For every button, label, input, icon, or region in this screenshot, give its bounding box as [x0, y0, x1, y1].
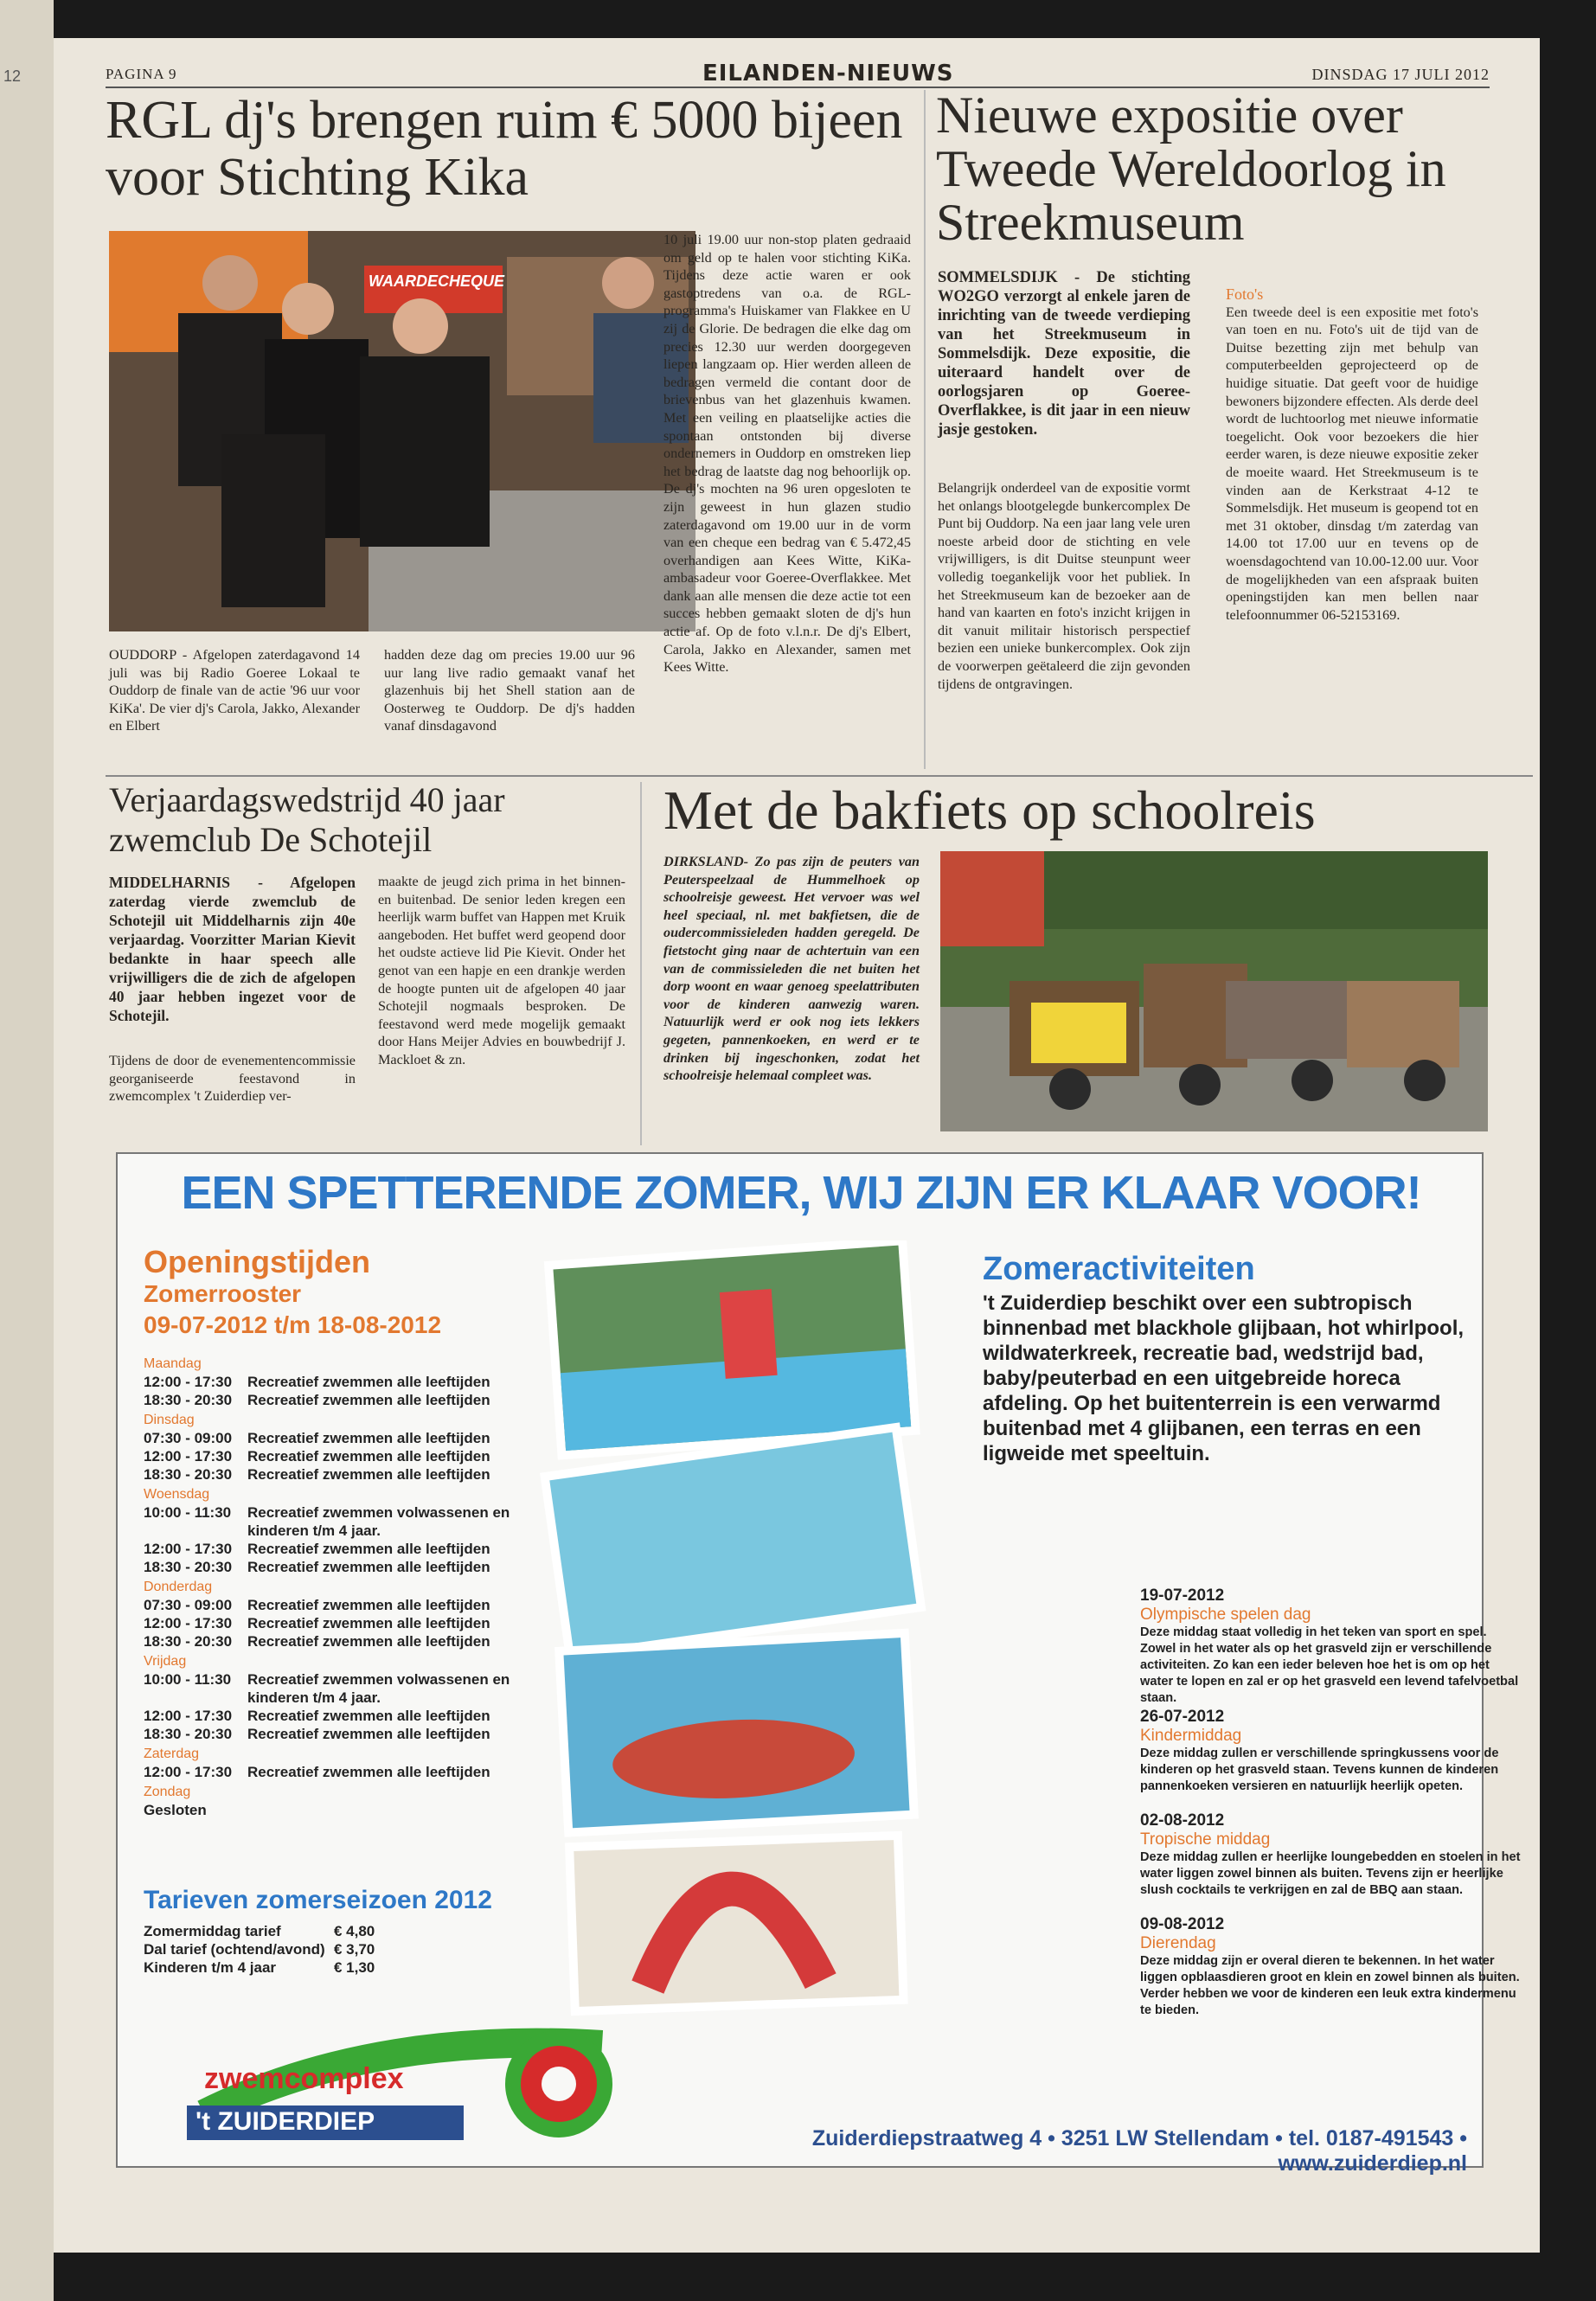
event-date: 26-07-2012: [1140, 1708, 1225, 1726]
issue-date: DINSDAG 17 JULI 2012: [1311, 66, 1490, 83]
event-title: Dierendag: [1140, 1934, 1216, 1952]
schedule-row: [144, 1503, 524, 1540]
cheque-sign-text: WAARDECHEQUE: [369, 272, 505, 290]
event-title: Kindermiddag: [1140, 1727, 1242, 1745]
schedule-row: [144, 1429, 524, 1447]
newspaper-page: [54, 38, 1540, 2253]
schedule-activity: Recreatief zwemmen alle leeftijden: [247, 1374, 490, 1390]
schedule-activity: Recreatief zwemmen alle leeftijden: [247, 1541, 490, 1557]
tariff-row: [144, 1958, 455, 1977]
opening-schedule: [144, 1353, 524, 1819]
hours-title: Openingstijden: [144, 1244, 371, 1279]
schedule-row: [144, 1596, 524, 1614]
schedule-activity: Recreatief zwemmen alle leeftijden: [247, 1448, 490, 1465]
schedule-time: 18:30 - 20:30: [144, 1633, 233, 1650]
kika-caption-left: OUDDORP - Afgelopen zaterdagavond 14 juli was bij Radio Goeree Lokaal te Ouddorp de finale van de actie '96 uur voor KiKa'. De vier dj's Carola, Jakko, Alexander en Elbert: [109, 647, 360, 734]
schedule-activity: Recreatief zwemmen alle leeftijden: [247, 1615, 490, 1631]
schedule-time: 12:00 - 17:30: [144, 1374, 233, 1390]
tariff-row: [144, 1922, 455, 1940]
schedule-row: [144, 1763, 524, 1781]
ad-banner: EEN SPETTERENDE ZOMER, WIJ ZIJN ER KLAAR VOOR!: [181, 1167, 1421, 1219]
tariffs-title: Tarieven zomerseizoen 2012: [144, 1886, 492, 1914]
schedule-time: 18:30 - 20:30: [144, 1466, 233, 1483]
event-date: 09-08-2012: [1140, 1915, 1225, 1933]
event-date: 19-07-2012: [1140, 1586, 1225, 1605]
zuiderdiep-logo: [152, 2019, 654, 2149]
event-text: Deze middag zullen er verschillende springkussens voor de kinderen op het grasveld staan. Tevens kunnen de kinderen pannenkoeken versieren en natuurlijk heerlijk opeten.: [1140, 1747, 1499, 1793]
schedule-activity: Recreatief zwemmen alle leeftijden: [247, 1726, 490, 1742]
schedule-time: 07:30 - 09:00: [144, 1597, 233, 1613]
expositie-lead: SOMMELSDIJK - De stichting WO2GO verzorgt al enkele jaren de inrichting van de tweede verdieping van het Streekmuseum in Sommelsdijk. Deze expositie, die uiteraard handelt over de oorlogsjaren op Goeree-Overflakkee, is dit jaar in een nieuw jasje gestoken.: [938, 269, 1190, 439]
column-divider: [924, 90, 926, 769]
schedule-row: [144, 1447, 524, 1465]
tariff-price: € 3,70: [334, 1941, 375, 1958]
event-title: Tropische middag: [1140, 1830, 1271, 1849]
kika-caption-mid: hadden deze dag om precies 19.00 uur 96 uur lang live radio gemaakt vanaf het glazenhuis bij het Shell station aan de Oosterweg te Ouddorp. De dj's hadden vanaf dinsdagavond: [384, 647, 635, 734]
schedule-day: Dinsdag: [144, 1413, 195, 1427]
hours-range: 09-07-2012 t/m 18-08-2012: [144, 1311, 442, 1338]
schedule-time: 07:30 - 09:00: [144, 1430, 233, 1446]
schedule-activity: Recreatief zwemmen alle leeftijden: [247, 1392, 490, 1408]
headline-expositie: Nieuwe expositie over Tweede Wereldoorlog in Streekmuseum: [936, 87, 1446, 251]
schedule-row: [144, 1801, 524, 1819]
adjacent-page-strip: [0, 0, 54, 2301]
schedule-day: Woensdag: [144, 1487, 210, 1502]
schedule-time: 12:00 - 17:30: [144, 1541, 233, 1557]
schedule-time: 12:00 - 17:30: [144, 1708, 233, 1724]
schedule-row: [144, 1725, 524, 1743]
kika-body: 10 juli 19.00 uur non-stop platen gedraaid om geld op te halen voor stichting KiKa. Tijdens deze actie waren er ook gastoptredens van o.a. de RGL-programma's Huiskamer van Flakkee en U zij de Glorie. De bedragen die elke dag om precies 12.30 uur werden doorgegeven liepen langzaam op. Hier werden alleen de bedragen vermeld die contant door de brievenbus van het glazenhuis kwamen. Met een veiling en plaatselijke acties die spontaan ontstonden bij diverse ondernemers in Ouddorp en omstreken liep het bedrag de laatste dag nog behoorlijk op. De dj's mochten na 96 uren opgesloten te zijn geweest in hun glazen studio zaterdagavond om 19.00 uur in de vorm van een cheque een bedrag van € 5.472,45 overhandigen aan Kees Witte, KiKa-ambasadeur voor Goeree-Overflakkee. Met dank aan alle mensen die deze actie tot een succes hebben gemaakt sloten de dj's hun actie af. Op de foto v.l.n.r. De dj's Elbert, Carola, Jakko en Alexander, samen met Kees Witte.: [663, 232, 911, 676]
headline-schotejil: Verjaardagswedstrijd 40 jaar zwemclub De Schotejil: [109, 780, 505, 859]
event-item: [1140, 1708, 1521, 1795]
schedule-activity: Recreatief zwemmen volwassenen en kinderen t/m 4 jaar.: [247, 1671, 510, 1706]
ad-footer-address: Zuiderdiepstraatweg 4 • 3251 LW Stellendam • tel. 0187-491543 • www.zuiderdiep.nl: [811, 2126, 1467, 2176]
schedule-row: [144, 1632, 524, 1650]
activities-text: 't Zuiderdiep beschikt over een subtropisch binnenbad met blackhole glijbaan, hot whirlpool, wildwaterkreek, recreatie bad, wedstrijd bad, baby/peuterbad en een uitgebreide horeca afdeling. Op het buitenterrein is een verwarmd buitenbad met 4 glijbanen, een terras en een ligweide met speeltuin.: [983, 1292, 1465, 1465]
schedule-activity: Recreatief zwemmen alle leeftijden: [247, 1633, 490, 1650]
tariff-row: [144, 1940, 455, 1958]
subheading-fotos: Foto's: [1226, 285, 1264, 303]
expositie-text-2: Een tweede deel is een expositie met foto's van toen en nu. Foto's uit de tijd van de Duitse bezetting zijn met behulp van computerbeelden geprojecteerd op de huidige situatie. Dat geeft voor de huidige bewoners bijzondere effecten. Als derde deel wordt de luchtoorlog met nieuwe informatie toegelicht. Ook voor bezoekers die hier eerder waren, is deze nieuwe expositie zeker de moeite waard. Het Streekmuseum is te vinden aan de Kerkstraat 4-12 te Sommelsdijk. Het museum is geopend tot en met 31 oktober, dinsdag t/m zaterdag van 14.00 tot 17.00 uur en tevens op de woensdagochtend van 10.00-12.00 uur. Voor de mogelijkheden van een afspraak buiten openingstijden kan men bellen naar telefoonnummer 06-52153169.: [1226, 304, 1478, 623]
schotejil-body-2: maakte de jeugd zich prima in het binnen- en buitenbad. De senior leden kregen een heerlijk warm buffet van Happen met Kruik aangeboden. Het buffet werd geopend door het oudste actieve lid Pie Kievit. Onder het genot van een hapje en een drankje werden de hoogte punten uit de afgelopen 40 jaar Schotejil nogmaals besproken. De feestavond werd mede mogelijk gemaakt door Hans Meijer Advies en bouwbedrijf J. Mackloet & zn.: [378, 874, 625, 1067]
schedule-row: [144, 1614, 524, 1632]
page-number: PAGINA 9: [106, 66, 177, 82]
schedule-time: 10:00 - 11:30: [144, 1671, 232, 1688]
schedule-time: 18:30 - 20:30: [144, 1392, 233, 1408]
pool-photo-collage: [524, 1240, 931, 2019]
tariff-label: Kinderen t/m 4 jaar: [144, 1959, 277, 1976]
page-header: [106, 55, 1490, 88]
schedule-row: [144, 1558, 524, 1576]
tariff-label: Zomermiddag tarief: [144, 1923, 281, 1939]
bakfiets-body: DIRKSLAND- Zo pas zijn de peuters van Peuterspeelzaal de Hummelhoek op schoolreisje geweest. Het vervoer was wel heel speciaal, nl. met bakfietsen, die de oudercommissieleden hadden geregeld. De fietstocht ging naar de achtertuin van een van de commissieleden die net buiten het dorp woont en waar genoeg speelattributen voor de kinderen aanwezig waren. Natuurlijk werd er ook nog iets lekkers gegeten, pannenkoeken, en werd er te drinken bij ingeschonken, zodat het schoolreisje helemaal compleet was.: [663, 854, 920, 1084]
event-item: [1140, 1586, 1521, 1707]
schedule-row: [144, 1540, 524, 1558]
event-date: 02-08-2012: [1140, 1811, 1225, 1830]
schedule-time: 18:30 - 20:30: [144, 1559, 233, 1575]
schedule-time: 10:00 - 11:30: [144, 1504, 232, 1521]
schedule-day: Maandag: [144, 1356, 202, 1371]
schedule-row: [144, 1707, 524, 1725]
event-text: Deze middag staat volledig in het teken van sport en spel. Zowel in het water als op het grasveld zijn er verschillende activiteiten. Zo kan een ieder beleven hoe het is om op het water te lopen en zal er op het grasveld een levend tafelvoetbal staan.: [1140, 1625, 1519, 1705]
headline-bakfiets: Met de bakfiets op schoolreis: [663, 779, 1316, 841]
section-divider: [106, 775, 1533, 777]
schedule-time: Gesloten: [144, 1802, 207, 1818]
hours-subtitle: Zomerrooster: [144, 1280, 302, 1307]
schedule-activity: Recreatief zwemmen alle leeftijden: [247, 1466, 490, 1483]
schedule-row: [144, 1670, 524, 1707]
schotejil-lead: MIDDELHARNIS - Afgelopen zaterdag vierde zwemclub de Schotejil uit Middelharnis zijn 40e verjaardag. Voorzitter Marian Kievit bedankte in haar speech alle vrijwilligers die de zich de afgelopen 40 jaar hebben ingezet voor de Schotejil.: [109, 874, 356, 1024]
schedule-day: Zondag: [144, 1785, 191, 1799]
schedule-activity: Recreatief zwemmen alle leeftijden: [247, 1430, 490, 1446]
expositie-body: Belangrijk onderdeel van de expositie vormt het onlangs blootgelegde bunkercomplex De Punt bij Ouddorp. Na een jaar lang vele uren noeste arbeid door de stichting en vele vrijwilligers, is dit Duitse steunpunt weer volledig toegankelijk voor het publiek. In het Streekmuseum kan de bezoeker aan de hand van kaarten en foto's inzicht krijgen in dit vanuit militair historisch perspectief bezien een unieke bunkercomplex. Ook zijn de voorwerpen geëtaleerd die zijn gevonden tijdens de ontgravingen.: [938, 480, 1190, 692]
event-title: Olympische spelen dag: [1140, 1606, 1311, 1624]
photo-bakfietsen: [940, 851, 1488, 1131]
tariff-price: € 1,30: [334, 1959, 375, 1976]
schedule-day: Donderdag: [144, 1580, 213, 1594]
logo-top-text: zwemcomplex: [204, 2062, 404, 2095]
headline-kika: RGL dj's brengen ruim € 5000 bijeen voor Stichting Kika: [106, 91, 903, 207]
schedule-activity: Recreatief zwemmen alle leeftijden: [247, 1708, 490, 1724]
page-edge-number: 12: [3, 67, 22, 85]
schedule-activity: Recreatief zwemmen alle leeftijden: [247, 1597, 490, 1613]
schotejil-body: Tijdens de door de evenementencommissie georganiseerde feestavond in zwemcomplex 't Zuiderdiep ver-: [109, 1053, 356, 1105]
schedule-time: 12:00 - 17:30: [144, 1448, 233, 1465]
schedule-row: [144, 1373, 524, 1391]
schedule-row: [144, 1465, 524, 1484]
expositie-body-2: [1226, 285, 1478, 624]
schedule-day: Zaterdag: [144, 1747, 200, 1761]
event-text: Deze middag zijn er overal dieren te bekennen. In het water liggen opblaasdieren groot en klein en zowel binnen als buiten. Verder hebben we voor de kinderen een leuk extra kindermenu te bieden.: [1140, 1954, 1520, 2017]
schedule-activity: Recreatief zwemmen alle leeftijden: [247, 1764, 490, 1780]
schedule-day: Vrijdag: [144, 1654, 187, 1669]
event-item: [1140, 1915, 1521, 2019]
logo-bottom-text: 't ZUIDERDIEP: [195, 2107, 375, 2136]
zuiderdiep-advertisement: [116, 1152, 1521, 2176]
event-item: [1140, 1811, 1521, 1899]
schedule-time: 12:00 - 17:30: [144, 1615, 233, 1631]
column-divider-2: [640, 782, 642, 1145]
schedule-time: 12:00 - 17:30: [144, 1764, 233, 1780]
event-text: Deze middag zullen er heerlijke loungebedden en stoelen in het water liggen zowel binnen als buiten. Tevens zijn er heerlijke slush cocktails te verkrijgen en zal de BBQ aan staan.: [1140, 1850, 1521, 1897]
activities-title: Zomeractiviteiten: [983, 1251, 1255, 1287]
tariff-label: Dal tarief (ochtend/avond): [144, 1941, 325, 1958]
schedule-activity: Recreatief zwemmen volwassenen en kinderen t/m 4 jaar.: [247, 1504, 510, 1539]
photo-rgl-djs: [109, 231, 695, 631]
tariff-price: € 4,80: [334, 1923, 375, 1939]
schedule-activity: Recreatief zwemmen alle leeftijden: [247, 1559, 490, 1575]
masthead: EILANDEN-NIEUWS: [702, 61, 954, 87]
tariff-list: [144, 1922, 455, 1977]
schedule-time: 18:30 - 20:30: [144, 1726, 233, 1742]
schedule-row: [144, 1391, 524, 1409]
